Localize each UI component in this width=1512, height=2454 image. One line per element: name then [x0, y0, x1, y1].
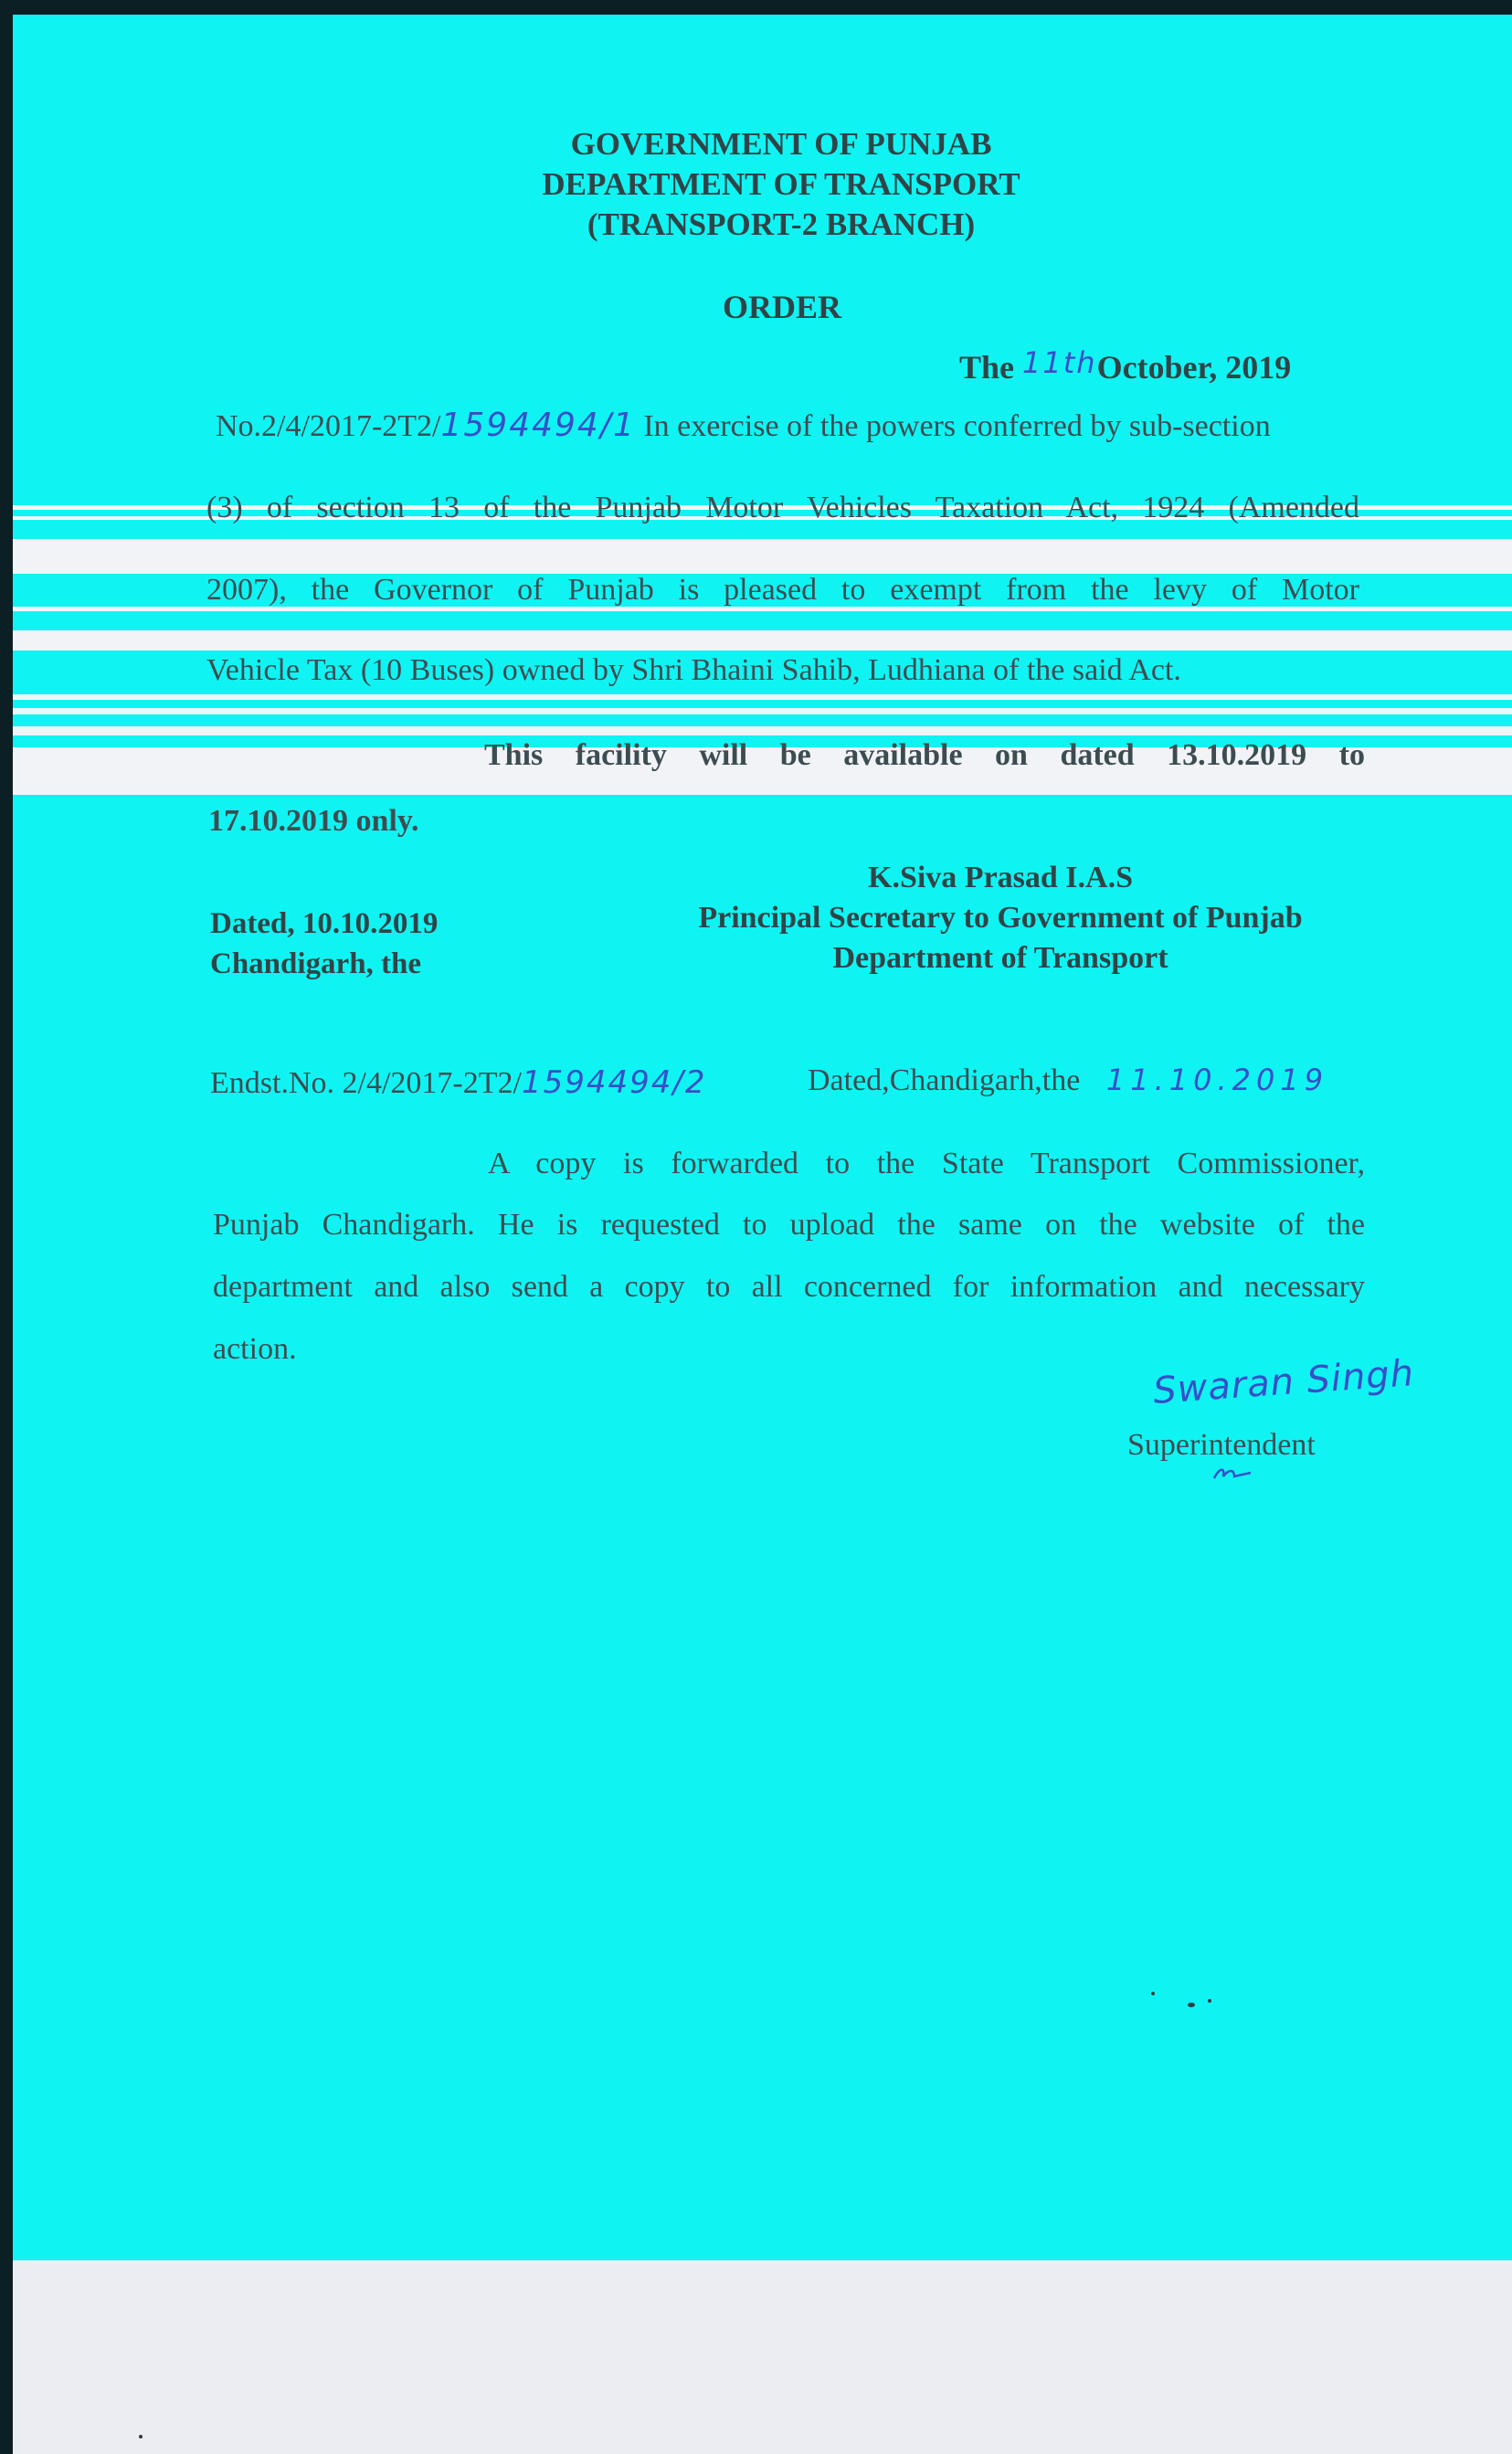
order-para1-line-4: Vehicle Tax (10 Buses) owned by Shri Bhaini Sahib, Ludhiana of the said Act.	[206, 653, 1181, 687]
endorsement-para-line-2: Punjab Chandigarh. He is requested to upload the same on the website of the	[213, 1208, 1365, 1242]
header-line-branch: (TRANSPORT-2 BRANCH)	[587, 206, 976, 242]
signatory-designation: Principal Secretary to Government of Punjab	[698, 901, 1303, 935]
scan-band	[13, 726, 1512, 735]
endorsement-ref-handwritten: 1594494/2	[521, 1064, 707, 1101]
scan-speck	[1151, 1992, 1155, 1995]
initials-mark	[1211, 1462, 1265, 1489]
superintendent-signature: Swaran Singh	[1151, 1352, 1416, 1412]
dated-line-1: Dated, 10.10.2019	[210, 907, 439, 940]
scan-speck	[139, 2435, 143, 2438]
order-title: ORDER	[722, 289, 841, 325]
order-para2-line-1: This facility will be available on dated 13.10.2019 to	[484, 738, 1365, 772]
superintendent-title: Superintendent	[1127, 1428, 1316, 1462]
scan-band	[13, 630, 1512, 651]
scan-band	[13, 539, 1512, 574]
endorsement-ref-prefix: Endst.No. 2/4/2017-2T2/	[210, 1066, 522, 1100]
scan-band	[13, 694, 1512, 700]
endorsement-para-line-4: action.	[213, 1332, 297, 1366]
endorsement-dated-label: Dated,Chandigarh,the	[808, 1063, 1081, 1097]
endorsement-para-line-3: department and also send a copy to all concerned for information and necessary	[213, 1270, 1365, 1304]
endorsement-date-handwritten: 11.10.2019	[1105, 1063, 1329, 1097]
order-date-prefix: The	[959, 349, 1015, 386]
order-paragraph-line-1	[216, 407, 1359, 444]
order-para1-line-2: (3) of section 13 of the Punjab Motor Vehicles Taxation Act, 1924 (Amended	[206, 491, 1359, 524]
endorsement-para-line-1: A copy is forwarded to the State Transport Commissioner,	[488, 1147, 1365, 1180]
endorsement-dated-line	[808, 1063, 1328, 1098]
order-para1-text-1: In exercise of the powers conferred by sub-section	[643, 409, 1271, 443]
order-ref-prefix: No.2/4/2017-2T2/	[216, 409, 441, 443]
order-para2-line-2: 17.10.2019 only.	[208, 804, 419, 838]
order-date-handwritten: 11th	[1022, 345, 1097, 380]
order-ref-handwritten: 1594494/1	[440, 407, 636, 444]
order-date-line	[959, 345, 1292, 386]
signatory-name: K.Siva Prasad I.A.S	[868, 861, 1133, 894]
order-date-suffix: October, 2019	[1096, 349, 1292, 386]
header-line-government: GOVERNMENT OF PUNJAB	[570, 126, 992, 162]
signatory-department: Department of Transport	[832, 941, 1168, 975]
endorsement-ref-line	[210, 1064, 706, 1101]
scan-speck	[1208, 1999, 1211, 2003]
header-line-department: DEPARTMENT OF TRANSPORT	[542, 166, 1020, 202]
order-para1-line-3: 2007), the Governor of Punjab is pleased to exempt from the levy of Motor	[206, 573, 1359, 607]
dated-line-2: Chandigarh, the	[210, 947, 422, 980]
page-bottom-margin	[13, 2260, 1512, 2454]
scan-speck	[1188, 2003, 1195, 2007]
scan-band	[13, 708, 1512, 714]
